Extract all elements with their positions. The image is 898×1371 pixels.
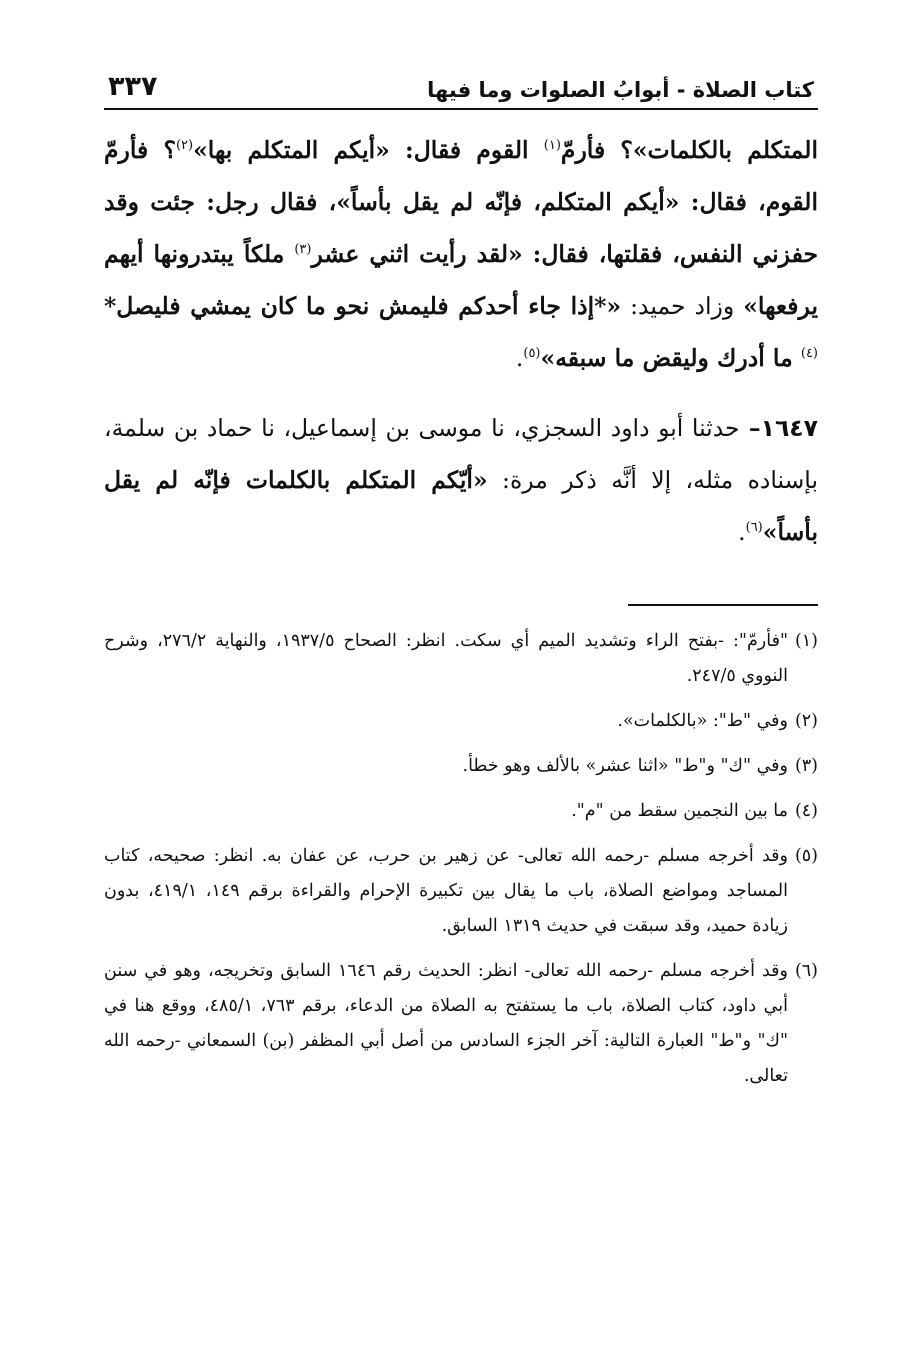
footnote <box>104 624 818 694</box>
footnote-ref: (٣) <box>294 242 312 258</box>
footnote-label: (٢) <box>794 711 818 731</box>
text-run: ؟ فأرمّ القوم، فقال: «أيكم المتكلم، فإنّه لم يقل بأساً»، فقال رجل: جئت وقد حفزني النفس، فقلتها، فقال: «لقد رأيت اثني عشر <box>104 136 818 268</box>
main-text <box>104 124 818 558</box>
footnote-label: (٥) <box>794 846 818 866</box>
text-run: ما أدرك وليقض ما سبقه» <box>540 344 801 372</box>
footnote-ref: (٢) <box>175 138 194 154</box>
text-run: القوم فقال: «أيكم المتكلم بها» <box>193 136 544 164</box>
footnote-text: وفي "ك" و"ط" «اثنا عشر» بالألف وهو خطأ. <box>462 756 788 776</box>
footnote-ref: (٦) <box>745 520 763 536</box>
text-run: ملكاً يبتدرونها أيهم يرفعها» <box>104 240 818 320</box>
footnote-label: (٤) <box>794 801 818 821</box>
book-page <box>104 62 818 1104</box>
chapter-title: كتاب الصلاة - أبوابُ الصلوات وما فيها <box>427 78 814 102</box>
footnote-text: ما بين النجمين سقط من "م". <box>571 801 788 821</box>
page-number: ٣٣٧ <box>108 71 158 102</box>
footnote <box>104 794 818 829</box>
hadith-paragraph <box>104 402 818 558</box>
text-run: وزاد حميد: <box>621 292 744 320</box>
text-run: «*إذا جاء أحدكم فليمش نحو ما كان يمشي فليصل* <box>104 292 622 320</box>
running-header <box>104 62 818 102</box>
footnote-text: وفي "ط": «بالكلمات». <box>617 711 788 731</box>
footnote <box>104 839 818 944</box>
footnote-text: "فأرمّ": -بفتح الراء وتشديد الميم أي سكت. انظر: الصحاح ١٩٣٧/٥، والنهاية ٢٧٦/٢، وشرح النووي ٢٤٧/٥. <box>104 631 788 686</box>
text-run: المتكلم بالكلمات»؟ فأرمّ <box>560 136 818 164</box>
text-run: «أيّكم المتكلم بالكلمات فإنّه لم يقل بأساً» <box>104 466 818 546</box>
footnote-label: (٦) <box>794 961 818 981</box>
footnote <box>104 704 818 739</box>
hadith-dash: – <box>739 414 761 442</box>
footnote-ref: (٤) <box>800 346 818 362</box>
footnote <box>104 954 818 1094</box>
header-rule <box>104 108 818 110</box>
footnote-label: (٣) <box>794 756 818 776</box>
footnote <box>104 749 818 784</box>
footnote-label: (١) <box>794 631 818 651</box>
text-run: . <box>738 518 746 546</box>
paragraph-continued <box>104 124 818 384</box>
text-run: حدثنا أبو داود السجزي، نا موسى بن إسماعيل، نا حماد بن سلمة، بإسناده مثله، إلا أنَّه ذكر مرة: <box>104 414 819 494</box>
footnote-separator <box>628 604 818 606</box>
text-run: . <box>515 344 524 372</box>
footnote-text: وقد أخرجه مسلم -رحمه الله تعالى- انظر: الحديث رقم ١٦٤٦ السابق وتخريجه، وهو في سنن أبي داود، كتاب الصلاة، باب ما يستفتح به الصلاة من الدعاء، برقم ٧٦٣، ٤٨٥/١، ووقع هنا في "ك" و"ط" العبارة التالية: آخر الجزء السادس من أصل أبي المظفر (بن) السمعاني -رحمه الله تعالى. <box>104 961 788 1086</box>
footnote-ref: (١) <box>543 138 561 154</box>
footnotes <box>104 624 818 1094</box>
hadith-number: ١٦٤٧ <box>760 414 818 442</box>
footnote-text: وقد أخرجه مسلم -رحمه الله تعالى- عن زهير بن حرب، عن عفان به. انظر: صحيحه، كتاب المساجد ومواضع الصلاة، باب ما يقال بين تكبيرة الإحرام والقراءة برقم ١٤٩، ٤١٩/١، بدون زيادة حميد، وقد سبقت في حديث ١٣١٩ السابق. <box>104 846 788 936</box>
footnote-ref: (٥) <box>523 346 541 362</box>
